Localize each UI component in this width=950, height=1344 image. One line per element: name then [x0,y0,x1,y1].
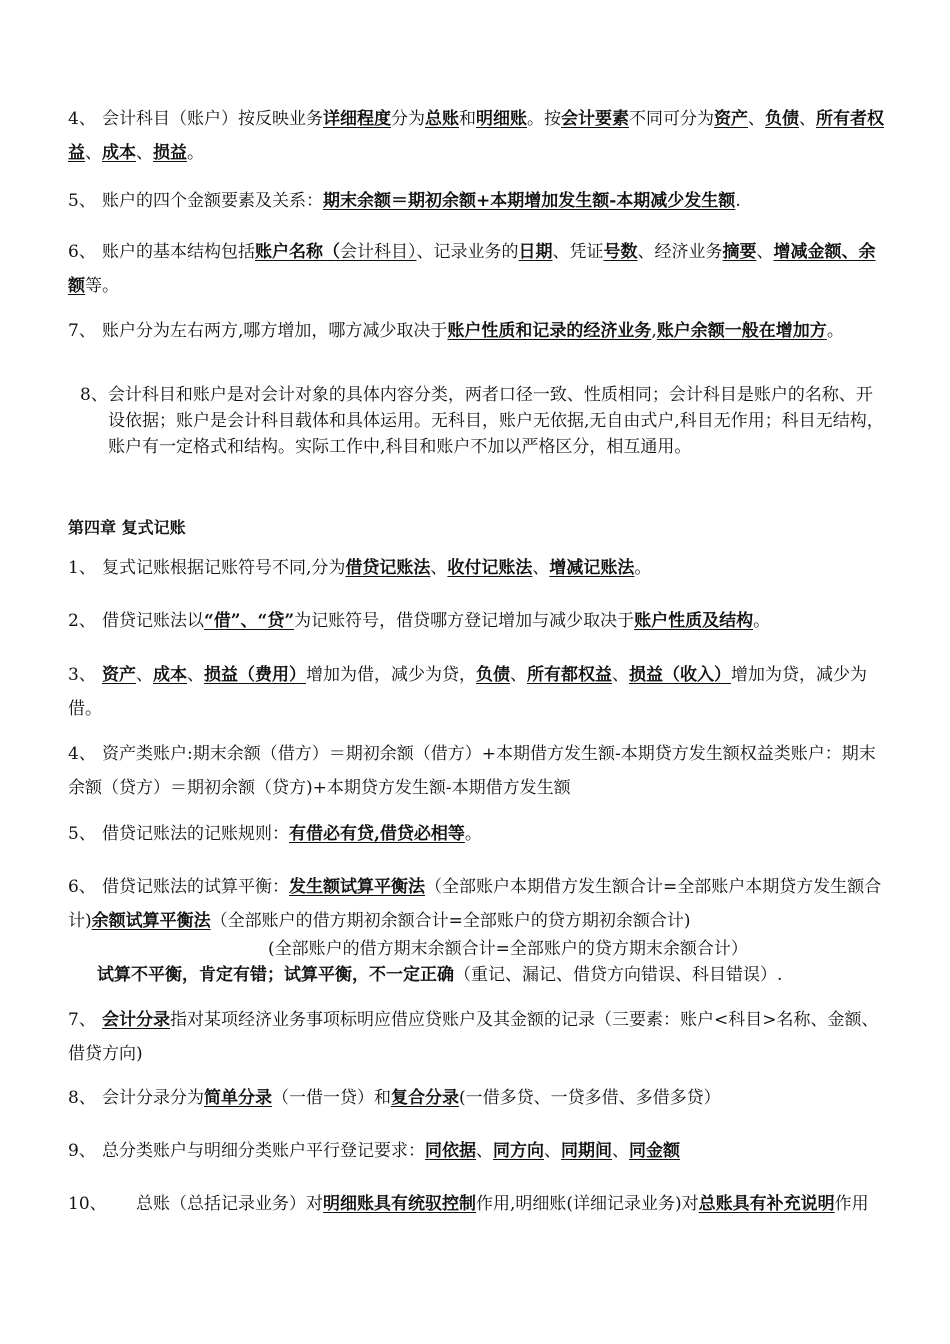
emphasis-term: 总账具有补充说明 [698,1194,835,1214]
emphasis-term: “借”、“贷” [204,611,295,631]
text-run: （一借一贷）和 [272,1088,391,1108]
text-run: 、 [756,242,774,262]
item-text [68,744,876,798]
chapter-title: 第四章 复式记账 [68,518,186,537]
text-run: 、 [544,1141,561,1161]
item-number: 4、 [68,109,96,129]
emphasis-term: 详细程度 [323,109,391,129]
text-run: 。 [187,143,204,163]
item-number: 9、 [68,1141,96,1161]
emphasis-term: 简单分录 [204,1088,272,1108]
text-run: 总分类账户与明细分类账户平行登记要求： [102,1141,425,1161]
emphasis-term: 明细账具有统驭控制 [323,1194,476,1214]
emphasis-term: 复合分录 [391,1088,459,1108]
emphasis-term: 同依据 [425,1141,476,1161]
item-number: 5、 [68,191,96,211]
item-number: 4、 [68,744,96,764]
text-run: （重记、漏记、借贷方向错误、科目错误）. [454,965,783,985]
emphasis-term: 所有者权益 [68,109,884,163]
text-run: 、 [187,665,204,685]
text-run: 。 [464,824,482,844]
item-number: 1、 [68,558,96,578]
item-number: 7、 [68,1010,96,1030]
item-text [102,558,651,578]
emphasis-term: 账户名称（ [255,242,340,262]
emphasis-term: 成本 [153,665,187,685]
emphasis-term: 发生额试算平衡法 [289,877,425,897]
text-run: . [735,191,741,211]
emphasis-term: 同方向 [493,1141,544,1161]
item-ch4-5 [68,817,884,851]
bold-text: 试算不平衡，肯定有错；试算平衡，不一定正确 [97,965,454,985]
emphasis-term: 损益（收入） [629,665,731,685]
item-number: 6、 [68,877,96,897]
text-run: 增加为贷，减少为借。 [68,665,867,719]
text-run: 和 [459,109,476,129]
item-ch4-7 [68,1003,884,1071]
item-number: 3、 [68,665,96,685]
emphasis-term: 明细账 [476,109,527,129]
text-run: 、凭证 [552,242,604,262]
text-run: 借贷记账法的试算平衡： [102,877,289,897]
item-ch4-10 [68,1187,884,1221]
text-run: 、 [136,143,153,163]
emphasis-term: 负债 [765,109,799,129]
emphasis-term: 有借必有贷,借贷必相等 [289,824,465,844]
item-number: 8、 [68,1088,96,1108]
text-run: 、 [532,558,550,578]
item-ch3-6 [68,235,884,303]
text-run: 、 [476,1141,493,1161]
emphasis-term: 号数 [603,242,638,262]
emphasis-term: 资产 [102,665,136,685]
text-run: 账户的基本结构包括 [102,242,255,262]
item-text [68,877,881,931]
text-run: 总账（总括记录业务）对 [136,1194,323,1214]
text-run: 借贷记账法的记账规则： [102,824,289,844]
item-text: 会计科目和账户是对会计对象的具体内容分类，两者口径一致、性质相同；会计科目是账户的名称、开设依据；账户是会计科目载体和具体运用。无科目，账户无依据,无自由式户,科目无作用；科目无结构，账户有一定格式和结构。实际工作中,科目和账户不加以严格区分，相互通用。 [107,385,884,457]
item-ch4-2 [68,604,884,638]
text-run: 、 [612,1141,629,1161]
emphasis-term: 资产 [714,109,748,129]
text-run: 、经济业务 [637,242,723,262]
item-text [102,1141,680,1161]
text-run: （全部账户的借方期初余额合计=全部账户的贷方期初余额合计) [210,911,691,931]
emphasis-term: 账户性质和记录的经济业务 [447,321,652,341]
text-run: 、 [430,558,448,578]
text-run: 作用,明细账(详细记录业务)对 [476,1194,699,1214]
item-text [68,1010,879,1064]
emphasis-term: 账户性质及结构 [634,611,754,631]
text-run: 会计科目（账户）按反映业务 [102,109,323,129]
text-run: 资产类账户:期末余额（借方）＝期初余额（借方）+本期借方发生额-本期贷方发生额权益类账户：期末余额（贷方）＝期初余额（贷方)+本期贷方发生额-本期借方发生额 [68,744,876,798]
item-number: 10、 [68,1194,107,1214]
text-run: 。 [826,321,844,341]
item-text [68,109,884,163]
item-number: 5、 [68,824,96,844]
emphasis-term: 同金额 [629,1141,680,1161]
emphasis-term: 日期 [518,242,553,262]
emphasis-term: 期末余额＝期初余额+本期增加发生额-本期减少发生额 [323,191,736,211]
item-ch4-1 [68,551,884,585]
item-number: 2、 [68,611,96,631]
emphasis-term: 摘要 [722,242,757,262]
text-run: 。按 [527,109,561,129]
item-number: 8、 [80,385,108,405]
item-text [68,665,867,719]
item-text [102,824,482,844]
text-run: 、 [85,143,102,163]
emphasis-term: 余额试算平衡法 [91,911,211,931]
emphasis-term: 增减金额、余额 [68,242,876,296]
item-ch4-6-line3 [97,962,884,988]
item-text [102,611,770,631]
emphasis-term: 会计要素 [561,109,629,129]
emphasis-term: 借贷记账法 [345,558,431,578]
text-run: 、 [136,665,153,685]
text-run: 会计科目） [340,242,417,262]
item-text [102,191,741,211]
emphasis-term: 总账 [425,109,459,129]
item-ch4-9 [68,1134,884,1168]
text-run: 会计分录分为 [102,1088,204,1108]
text-run: 。 [634,558,652,578]
item-ch3-5 [68,184,884,218]
emphasis-term: 所有都权益 [527,665,612,685]
text-run: 增加为借，减少为贷， [306,665,476,685]
item-text [102,1088,721,1108]
text-run: 等。 [85,276,119,296]
emphasis-term: 会计分录 [102,1010,170,1030]
text-run: 、记录业务的 [416,242,519,262]
emphasis-term: 损益（费用） [204,665,306,685]
text-run: 账户分为左右两方,哪方增加，哪方减少取决于 [102,321,448,341]
emphasis-term: 损益 [153,143,187,163]
item-text [102,321,844,341]
emphasis-term: 收付记账法 [447,558,533,578]
text-run: 、 [510,665,527,685]
text-run: 、 [799,109,816,129]
text-run: 。 [753,611,771,631]
item-ch3-7 [68,314,884,348]
item-number: 6、 [68,242,96,262]
emphasis-term: 账户余额一般在增加方 [656,321,827,341]
text-run: 复式记账根据记账符号不同,分为 [102,558,346,578]
text-run: 账户的四个金额要素及关系： [102,191,323,211]
text-run: (一借多贷、一贷多借、多借多贷） [459,1088,721,1108]
text-run: 不同可分为 [629,109,714,129]
text-run: 、 [748,109,765,129]
item-ch3-8 [68,382,884,460]
item-ch4-6 [68,870,884,938]
item-text [68,242,876,296]
emphasis-term: 同期间 [561,1141,612,1161]
text-run: 为记账符号，借贷哪方登记增加与减少取决于 [294,611,635,631]
item-ch4-4 [68,737,884,805]
text-run: 借贷记账法以 [102,611,204,631]
text-run: 分为 [391,109,425,129]
item-number: 7、 [68,321,96,341]
emphasis-term: 成本 [102,143,136,163]
item-ch4-3 [68,658,884,726]
item-ch4-8 [68,1081,884,1115]
text-run: , [651,321,657,341]
item-text [136,1194,869,1214]
text-run: 作用 [834,1194,869,1214]
emphasis-term: 负债 [476,665,510,685]
item-ch3-4 [68,102,884,170]
item-ch4-6-line2: (全部账户的借方期末余额合计=全部账户的贷方期末余额合计） [268,939,748,959]
emphasis-term: 增减记账法 [549,558,635,578]
text-run: （全部账户本期借方发生额合计=全部账户本期贷方发生额合计) [68,877,882,931]
text-run: 指对某项经济业务事项标明应借应贷账户及其金额的记录（三要素：账户<科目>名称、金额、借贷方向) [68,1010,879,1064]
text-run: 、 [612,665,629,685]
